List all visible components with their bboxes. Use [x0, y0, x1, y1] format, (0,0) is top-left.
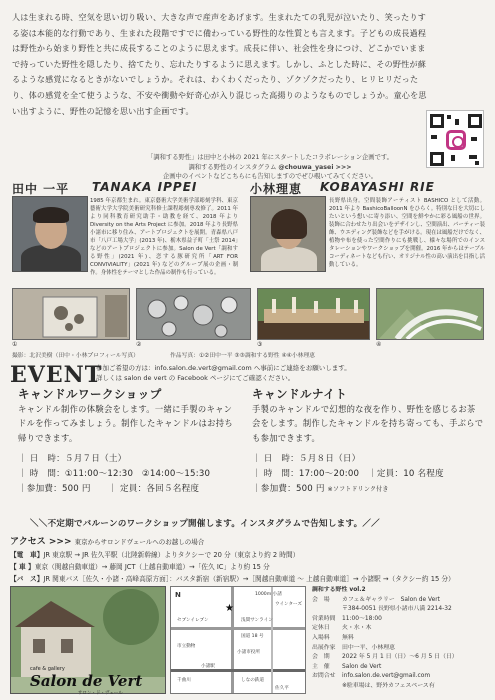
workshop-fee: ｜参加費：500 円 ｜ 定員：各回５名程度: [18, 484, 200, 494]
instagram-handle[interactable]: @chouwa_yasei >>>: [278, 163, 352, 171]
balloon-workshop-banner: ＼＼不定期でバルーンのワークショップ開催します。インスタグラムで告知します。／／: [30, 519, 380, 529]
artist-2-portrait: [250, 196, 326, 272]
qr-code[interactable]: [426, 110, 484, 168]
work-photo-3-image: [258, 289, 370, 340]
work-photo-4-image: [377, 289, 484, 340]
event-note-line-2: 詳しくは salon de vert の Facebook ページにてご確認ください。: [96, 374, 295, 382]
night-drink-note: ※ソフトドリンク付き: [327, 486, 389, 493]
night-time: ｜ 時 間：17:00～20:00 ｜定員：10 名程度: [252, 469, 444, 479]
workshop-time: ｜ 時 間：①11:00～12:30 ②14:00～15:30: [18, 469, 211, 479]
intro-paragraph: 人は生まれる時、空気を思い切り吸い、大きな声で産声をあげます。生まれたての乳児が泣いたり、笑ったりする姿は本能的な行動であり、生まれた段階ですでに備わっている野性的な性質とも言えます。子どもの成長過程は野性から始まり野性と共に成長することのように思えます。成長に伴い、社会性を身につけ、どこかでいままで持っていた野性を隠したり、捨てたり、忘れたりするように思えます。しかし、ふとした時に、その野性が蘇るような感覚になるときがないでしょうか。それは、わくわくだったり、ゾクゾクだったり、ヒリヒリだったり、体の感覚を全て使うような、不安や衝動や好奇心が入り混じった高揚りのようなものでしょうか。童心を思い出すように、野性の記憶を思い出す企画です。: [12, 12, 427, 116]
location-star-icon: ★: [225, 603, 234, 614]
collab-line-2: 調和する野性のインスタグラム: [188, 163, 277, 171]
access-train: 【電 車】JR 東京駅 → JR 佐久平駅（北陸新幹線）よりタクシーで 20 分（東京より約 2 時間）: [10, 551, 300, 559]
instagram-icon: [446, 130, 466, 150]
work-photo-3: [257, 288, 370, 340]
artist-1-portrait: [12, 196, 88, 272]
event-note: [96, 363, 351, 383]
info-title: 調和する野性 vol.2: [312, 587, 366, 593]
photo-num-1: ①: [12, 341, 18, 348]
work-photo-4: [376, 288, 484, 340]
exhibition-info: 調和する野性 vol.2 会 場 カフェ＆ギャラリー Salon de Vert 〒384-0051 長野県小諸市八満 2214-32 営業時間 11:00～18:00 定休日 火・水・木 入場料 無料 出展作家 田中一平、小林理恵 会 期 2022 年 5 月 1 日（日）～6 月 5 日（日） 主 催 Salon de Vert お問合せ info.salon.de.vert@gmail.com ※駐車場は、野外カフェスペース有: [312, 586, 490, 692]
collab-note: [120, 153, 420, 182]
access-subtitle: 東京からサロンドヴェールへのお越しの場合: [74, 538, 205, 546]
work-photo-1: [12, 288, 130, 340]
artist-2-jp-name: 小林理恵: [250, 182, 303, 196]
workshop-date: ｜ 日 時：５月７日（土）: [18, 454, 127, 464]
photo-credit-left: 撮影：北沢美樹（田中・小林プロフィール写真）: [12, 353, 139, 359]
access-bus: 【バ ス】JR 関東バス［佐久・小諸・高峰高原方面］：バスタ新宿（新宿駅）→［関越自動車道 ～ 上越自動車道］→ 小諸駅 →（タクシー約 15 分）: [10, 575, 455, 583]
intro-text: [12, 10, 430, 119]
night-date: ｜ 日 時：５月８日（日）: [252, 454, 361, 464]
access-car: 【 車 】東京（関越自動車道）→ 藤岡 JCT（上越自動車道）→「佐久 IC」より約 15 分: [10, 563, 270, 571]
night-desc: 手製のキャンドルで幻想的な夜を作り、野性を感じるお茶会をします。制作したキャンドルを持ち寄っても、手ぶらでも参加できます。: [252, 404, 484, 443]
artist-1-bio: 1985 年京都生まれ。東京藝術大学美術学部彫刻学科、東京藝術大学大学院美術研究科修士課程彫刻専攻修了。2011 年より同科教育研究助手・助教を経て、2018 年より Diversity on the Arts Project に参加。2018 年より長野県小諸市に移り住み、アートプロジェクトを展開。青森県八戸市「八戸工場大学」(2013 年)、栃木県益子町「土祭 2014」などのアートプロジェクトに参加。Salon de Vert「調和する野性」(2021 年)、恋する豚研究所「ART FOR CONVIVIALITY」(2021 年) などのグループ展の企画・制作。身体性をテーマとした作品の制作も行っている。: [90, 198, 238, 276]
work-photo-2: [136, 288, 251, 340]
artist-1-en-name: TANAKA IPPEI: [92, 180, 198, 194]
collab-line-3: 企画中のイベントなどこちらにも告知しますのでぜひ覗いてみてください。: [162, 173, 378, 180]
logo-small-text: cafe & gallery: [30, 666, 65, 672]
salon-de-vert-logo: Salon de Vert: [30, 672, 143, 690]
map-north: N: [175, 591, 181, 599]
photo-num-4: ④: [376, 341, 382, 348]
night-fee: ｜参加費：500 円 ※ソフトドリンク付き: [252, 484, 389, 494]
info-email[interactable]: info.salon.de.vert@gmail.com: [342, 673, 431, 680]
artist-1-jp-name: 田中 一平: [12, 182, 70, 196]
artist-2-bio: 長野県出身。空間装飾アーティスト BASHICO として活動。2011 年より BashicoBalloonN をひらく。特別な日を大切にしたいという想いに寄り添い、空間を鮮やかに彩る風船の世界。装飾に合わせたり出会いをデザインし、空間演出、パーティー装飾、ウエディング装飾などを手がける。現在は風船だけでなく、植物や布を使った空間作りにも挑戦し、様々な場所でのインスタレーションやワークショップを開催。2016 年からはテーブルコーディネートなども行い、オリジナル性の高い演出を目指し活動している。: [329, 198, 485, 268]
work-photo-2-image: [137, 289, 251, 340]
logo-kana: サロン・ド・ヴェール: [78, 691, 123, 696]
workshop-desc: キャンドル制作の体験会をします。一緒に手製のキャンドルを作ってみましょう。制作したキャンドルはお持ち帰りできます。: [18, 404, 233, 443]
artist-2-en-name: KOBAYASHI RIE: [320, 180, 435, 194]
event-heading: EVENT: [10, 362, 103, 388]
work-photo-1-image: [13, 289, 130, 340]
night-title: キャンドルナイト: [252, 387, 348, 401]
access-map[interactable]: N 1000m 小諸 ウインターズ 浅間サンライン セブンイレブン 国道 18 号 市立動物 小諸市役所 小諸駅 千曲川 しなの鉄道 佐久平 ★: [170, 586, 306, 694]
access-heading: アクセス >>> 東京からサロンドヴェールへのお越しの場合: [10, 537, 205, 547]
photo-credit-right: 作品写真：①②田中一平 ③③調和する野性 ④④小林理恵: [170, 353, 316, 359]
photo-num-2: ②: [136, 341, 142, 348]
event-note-line-1: 参加ご希望の方は：info.salon.de.vert@gmail.com へ事前にご連絡をお願いします。: [96, 364, 351, 372]
photo-num-3: ③: [257, 341, 263, 348]
collab-line-1: 「調和する野性」は田中と小林の 2021 年にスタートしたコラボレーション企画です。: [147, 154, 393, 161]
workshop-title: キャンドルワークショップ: [18, 387, 162, 401]
